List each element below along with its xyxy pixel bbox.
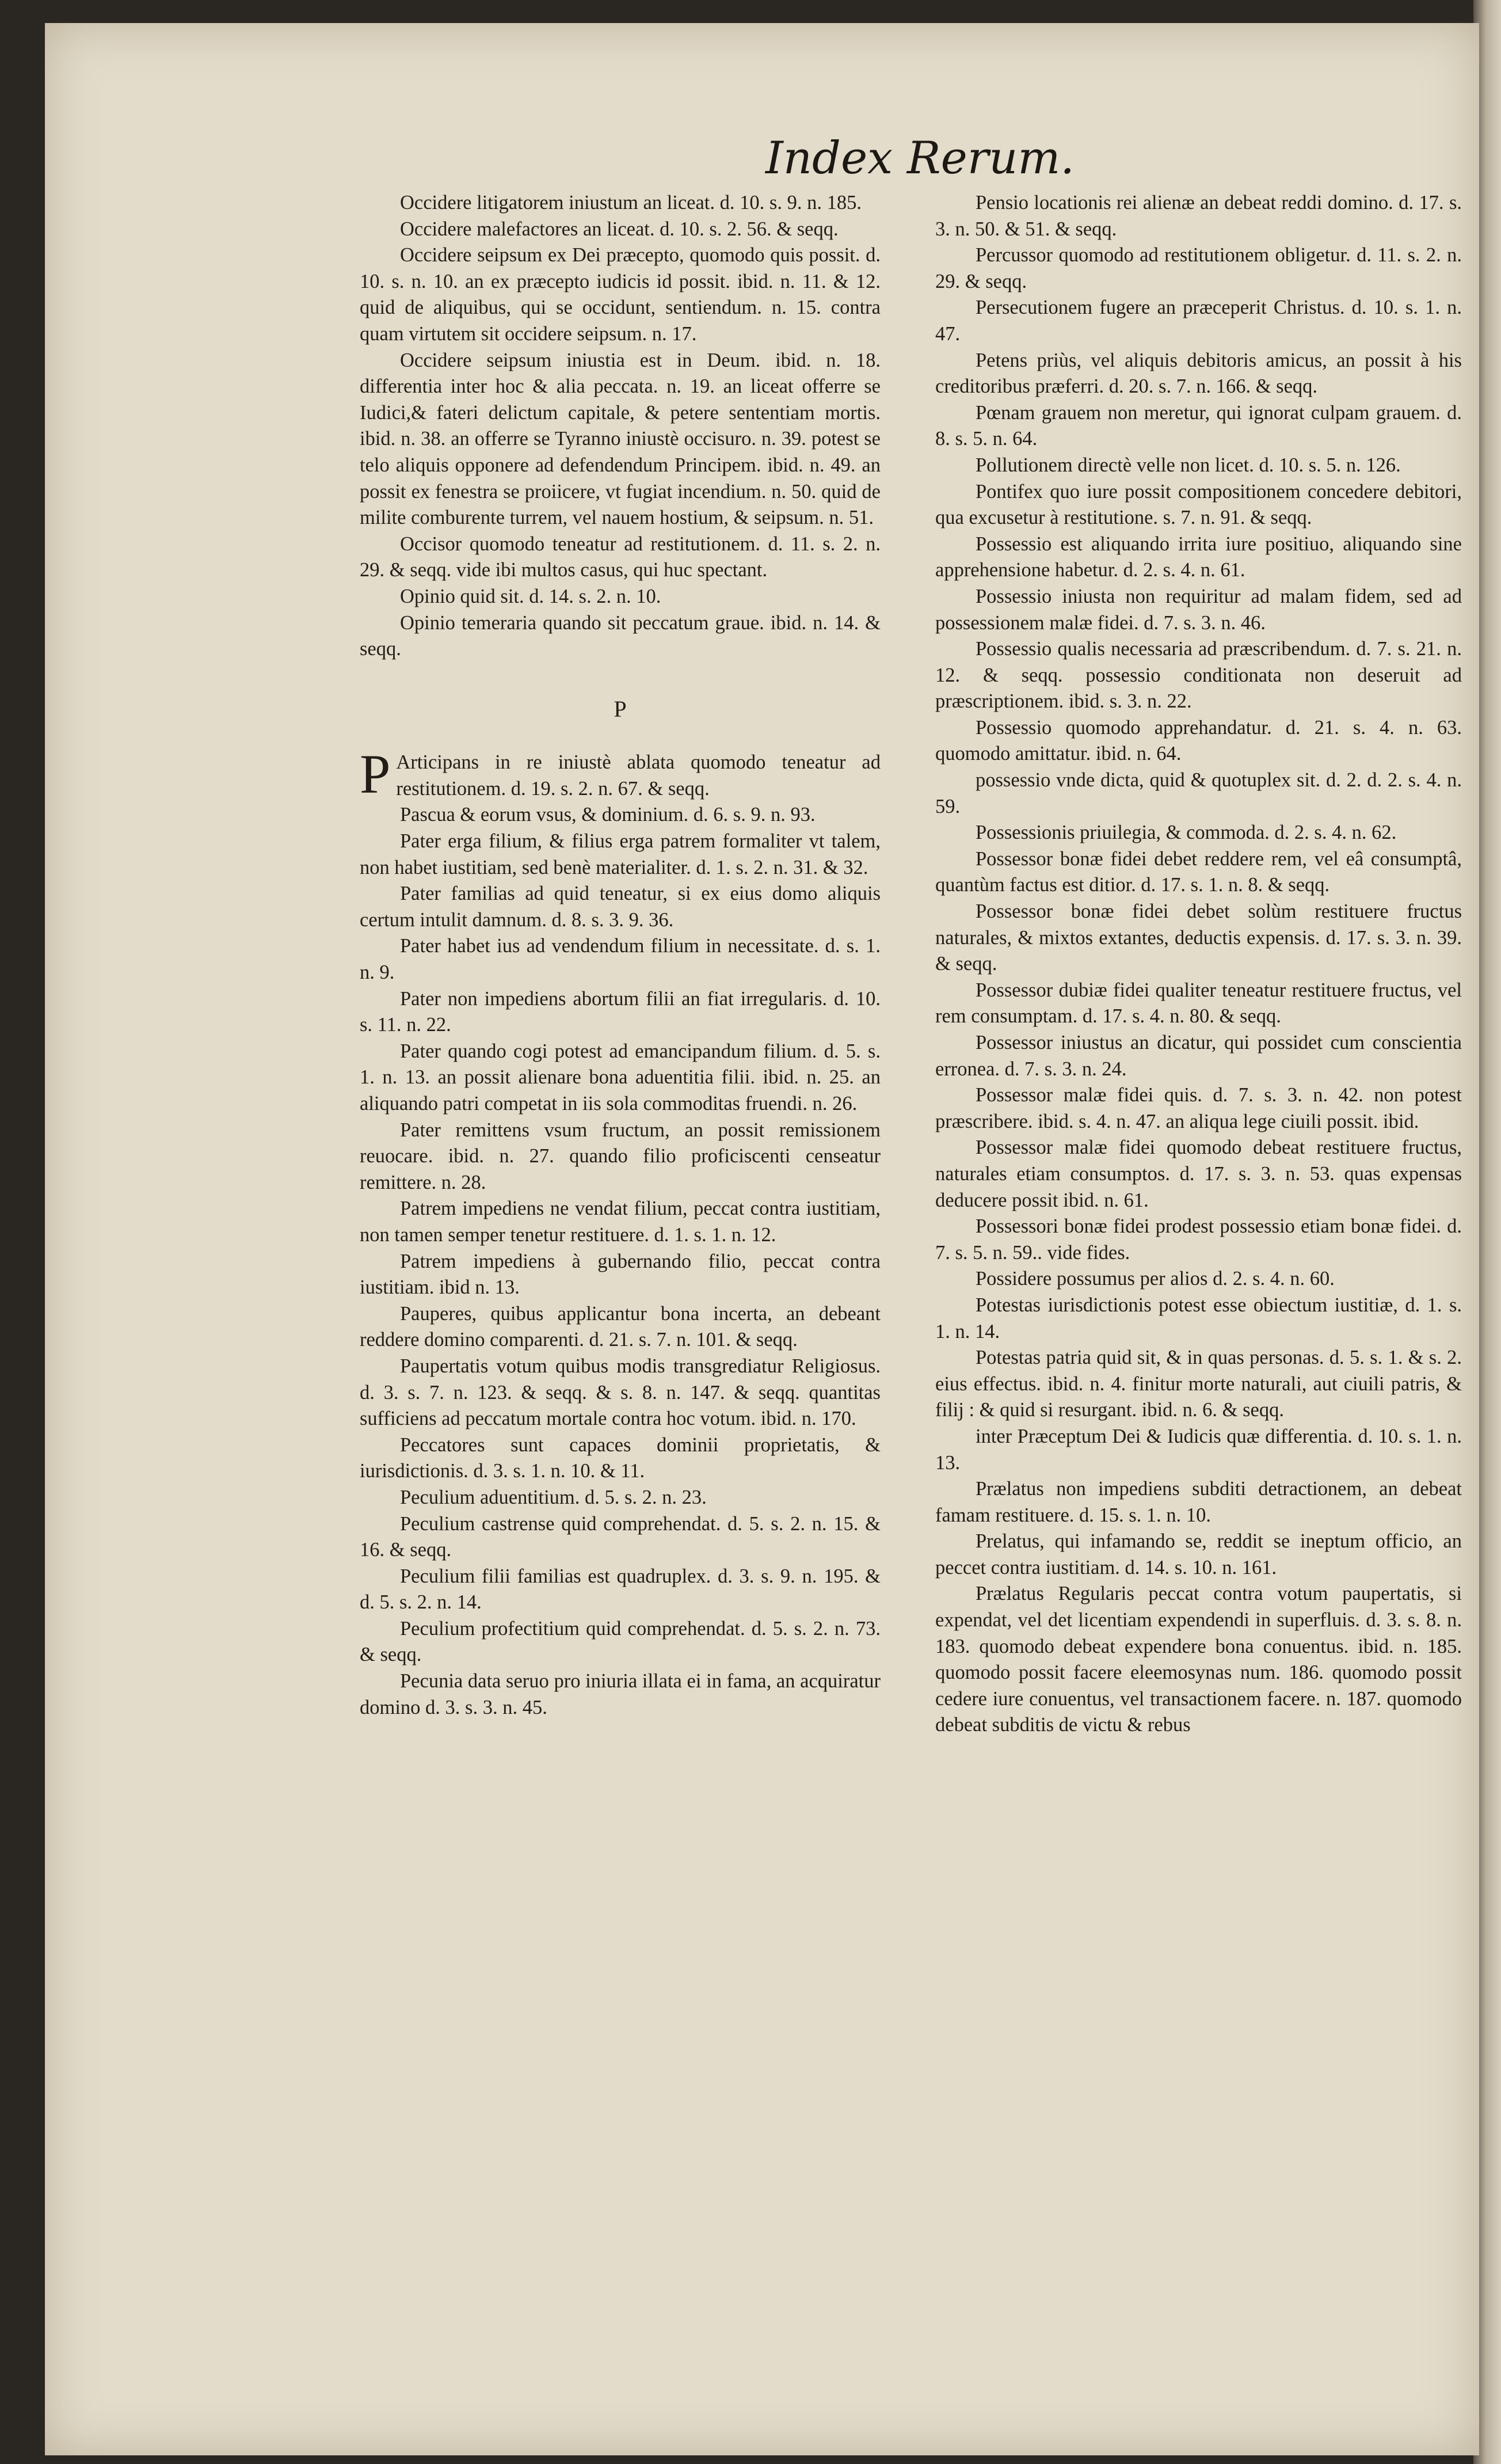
index-entry: Prælatus Regularis peccat contra votum paupertatis, si expendat, vel det licentiam expendendi in superfluis. d. 3. s. 8. n. 183. quomodo debeat expendere bona conuentus. ibid. n. 185. quomodo possit facere eleemosynas num. 186. quomodo possit cedere iure conuentus, vel transactionem facere. n. 187. quomodo debeat subditis de victu & rebus (935, 1583, 1462, 1736)
index-entry: Occidere litigatorem iniustum an liceat. d. 10. s. 9. n. 185. (400, 192, 862, 214)
index-entry: Possessio qualis necessaria ad præscribendum. d. 7. s. 21. n. 12. & seqq. possessio conditionata non deseruit ad præscriptionem. ibid. s. 3. n. 22. (935, 638, 1462, 713)
index-entry: Potestas iurisdictionis potest esse obiectum iustitiæ, d. 1. s. 1. n. 14. (935, 1294, 1462, 1343)
right-entries (935, 190, 1462, 1739)
page-header: Index Rerum. (765, 132, 1075, 184)
index-entry: Possessor bonæ fidei debet reddere rem, vel eâ consumptâ, quantùm factus est ditior. d. 17. s. 1. n. 8. & seqq. (935, 847, 1462, 896)
index-entry: Pater erga filium, & filius erga patrem formaliter vt talem, non habet iustitiam, sed benè materialiter. d. 1. s. 2. n. 31. & 32. (360, 830, 881, 879)
index-entry: Pontifex quo iure possit compositionem concedere debitori, qua excusetur à restitutione. s. 7. n. 91. & seqq. (935, 480, 1462, 529)
index-entry: Pascua & eorum vsus, & dominium. d. 6. s. 9. n. 93. (400, 804, 816, 826)
left-column (360, 190, 881, 1721)
index-entry: Peculium castrense quid comprehendat. d. 5. s. 2. n. 15. & 16. & seqq. (360, 1512, 881, 1561)
index-entry: Possessio quomodo apprehandatur. d. 21. s. 4. n. 63. quomodo amittatur. ibid. n. 64. (935, 716, 1462, 765)
index-entry: Pater familias ad quid teneatur, si ex eius domo aliquis certum intulit damnum. d. 8. s. 3. 9. 36. (360, 883, 881, 931)
index-entry: possessio vnde dicta, quid & quotuplex sit. d. 2. d. 2. s. 4. n. 59. (935, 769, 1462, 817)
index-entry: Pater quando cogi potest ad emancipandum filium. d. 5. s. 1. n. 13. an possit alienare bona aduentitia filii. ibid. n. 25. an aliquando patri competat in iis sola commoditas fruendi. n. 26. (360, 1040, 881, 1115)
index-entry: Possessor malæ fidei quomodo debeat restituere fructus, naturales etiam consumptos. d. 17. s. 3. n. 53. quas expensas deducere possit ibid. n. 61. (935, 1136, 1462, 1211)
index-entry: Occidere seipsum iniustia est in Deum. ibid. n. 18. differentia inter hoc & alia peccata. n. 19. an liceat offerre se Iudici,& fateri delictum capitale, & petere sententiam mortis. ibid. n. 38. an offerre se Tyranno iniustè occisuro. n. 39. potest se telo aliquis opponere ad defendendum Principem. ibid. n. 49. an possit ex fenestra se proiicere, vt fugiat incendium. n. 50. quid de milite comburente turrem, vel nauem hostium, & seipsum. n. 51. (360, 349, 881, 529)
left-entries-after (360, 802, 881, 1721)
entry-text: Articipans in re iniustè ablata quomodo teneatur ad restitutionem. d. 19. s. 2. n. 67. & seqq. (396, 751, 881, 800)
index-entry: inter Præceptum Dei & Iudicis quæ differentia. d. 10. s. 1. n. 13. (935, 1425, 1462, 1474)
index-entry: Pater remittens vsum fructum, an possit remissionem reuocare. ibid. n. 27. quando filio proficiscenti censeatur remittere. n. 28. (360, 1119, 881, 1193)
index-entry: Possessio est aliquando irrita iure positiuo, aliquando sine apprehensione habetur. d. 2. s. 4. n. 61. (935, 533, 1462, 581)
index-entry: Peculium profectitium quid comprehendat. d. 5. s. 2. n. 73. & seqq. (360, 1617, 881, 1666)
index-entry-dropcap (360, 743, 881, 805)
index-entry: Possessori bonæ fidei prodest possessio etiam bonæ fidei. d. 7. s. 5. n. 59.. vide fides. (935, 1215, 1462, 1264)
index-entry: Pensio locationis rei alienæ an debeat reddi domino. d. 17. s. 3. n. 50. & 51. & seqq. (935, 192, 1462, 240)
index-entry: Potestas patria quid sit, & in quas personas. d. 5. s. 1. & s. 2. eius effectus. ibid. n. 4. finitur morte naturali, aut ciuili patris, & filij : & quid si resurgant. ibid. n. 6. & seqq. (935, 1347, 1462, 1421)
index-entry: Pauperes, quibus applicantur bona incerta, an debeant reddere domino comparenti. d. 21. s. 7. n. 101. & seqq. (360, 1302, 881, 1351)
index-entry: Opinio temeraria quando sit peccatum graue. ibid. n. 14. & seqq. (360, 611, 881, 660)
index-entry: Pecunia data seruo pro iniuria illata ei in fama, an acquiratur domino d. 3. s. 3. n. 45. (360, 1670, 881, 1718)
index-entry: Paupertatis votum quibus modis transgrediatur Religiosus. d. 3. s. 7. n. 123. & seqq. & s. 8. n. 147. & seqq. quantitas sufficiens ad peccatum mortale contra hoc votum. ibid. n. 170. (360, 1355, 881, 1430)
index-entry: Opinio quid sit. d. 14. s. 2. n. 10. (400, 585, 661, 607)
index-entry: Pater non impediens abortum filii an fiat irregularis. d. 10. s. 11. n. 22. (360, 987, 881, 1036)
drop-cap: P (360, 743, 391, 805)
index-entry: Possidere possumus per alios d. 2. s. 4. n. 60. (976, 1268, 1335, 1290)
index-entry: Possessio iniusta non requiritur ad malam fidem, sed ad possessionem malæ fidei. d. 7. s. 3. n. 46. (935, 585, 1462, 634)
index-entry: Patrem impediens à gubernando filio, peccat contra iustitiam. ibid n. 13. (360, 1250, 881, 1299)
index-entry: Persecutionem fugere an præceperit Christus. d. 10. s. 1. n. 47. (935, 296, 1462, 345)
index-entry: Occisor quomodo teneatur ad restitutionem. d. 11. s. 2. n. 29. & seqq. vide ibi multos casus, qui huc spectant. (360, 533, 881, 581)
index-entry: Percussor quomodo ad restitutionem obligetur. d. 11. s. 2. n. 29. & seqq. (935, 244, 1462, 292)
index-entry: Pater habet ius ad vendendum filium in necessitate. d. s. 1. n. 9. (360, 935, 881, 984)
index-entry: Possessionis priuilegia, & commoda. d. 2. s. 4. n. 62. (976, 822, 1397, 844)
index-entry: Possessor malæ fidei quis. d. 7. s. 3. n. 42. non potest præscribere. ibid. s. 4. n. 47. an aliqua lege ciuili possit. ibid. (935, 1084, 1462, 1132)
index-entry: Peccatores sunt capaces dominii proprietatis, & iurisdictionis. d. 3. s. 1. n. 10. & 11. (360, 1433, 881, 1482)
index-entry: Possessor iniustus an dicatur, qui possidet cum conscientia erronea. d. 7. s. 3. n. 24. (935, 1032, 1462, 1080)
index-entry: Possessor bonæ fidei debet solùm restituere fructus naturales, & mixtos extantes, deductis expensis. d. 17. s. 3. n. 39. & seqq. (935, 900, 1462, 975)
index-entry: Occidere malefactores an liceat. d. 10. s. 2. 56. & seqq. (400, 218, 839, 240)
right-column (935, 190, 1462, 1739)
index-entry: Peculium aduentitium. d. 5. s. 2. n. 23. (400, 1486, 707, 1508)
index-entry: Prelatus, qui infamando se, reddit se ineptum officio, an peccet contra iustitiam. d. 14. s. 10. n. 161. (935, 1530, 1462, 1579)
index-entry: Peculium filii familias est quadruplex. d. 3. s. 9. n. 195. & d. 5. s. 2. n. 14. (360, 1565, 881, 1614)
index-entry: Occidere seipsum ex Dei præcepto, quomodo quis possit. d. 10. s. n. 10. an ex præcepto iudicis id possit. ibid. n. 11. & 12. quid de aliquibus, qui se occidunt, sentiendum. n. 15. contra quam virtutem sit occidere seipsum. n. 17. (360, 244, 881, 345)
section-letter: P (614, 695, 627, 722)
index-entry: Pœnam grauem non meretur, qui ignorat culpam grauem. d. 8. s. 5. n. 64. (935, 401, 1462, 450)
index-entry: Patrem impediens ne vendat filium, peccat contra iustitiam, non tamen semper tenetur restituere. d. 1. s. 1. n. 12. (360, 1197, 881, 1246)
left-entries-before (360, 190, 881, 663)
index-entry: Petens priùs, vel aliquis debitoris amicus, an possit à his creditoribus præferri. d. 20. s. 7. n. 166. & seqq. (935, 349, 1462, 398)
index-entry: Prælatus non impediens subditi detractionem, an debeat famam restituere. d. 15. s. 1. n. 10. (935, 1478, 1462, 1526)
index-entry: Pollutionem directè velle non licet. d. 10. s. 5. n. 126. (976, 454, 1401, 476)
index-entry: Possessor dubiæ fidei qualiter teneatur restituere fructus, vel rem consumptam. d. 17. s. 4. n. 80. & seqq. (935, 979, 1462, 1028)
